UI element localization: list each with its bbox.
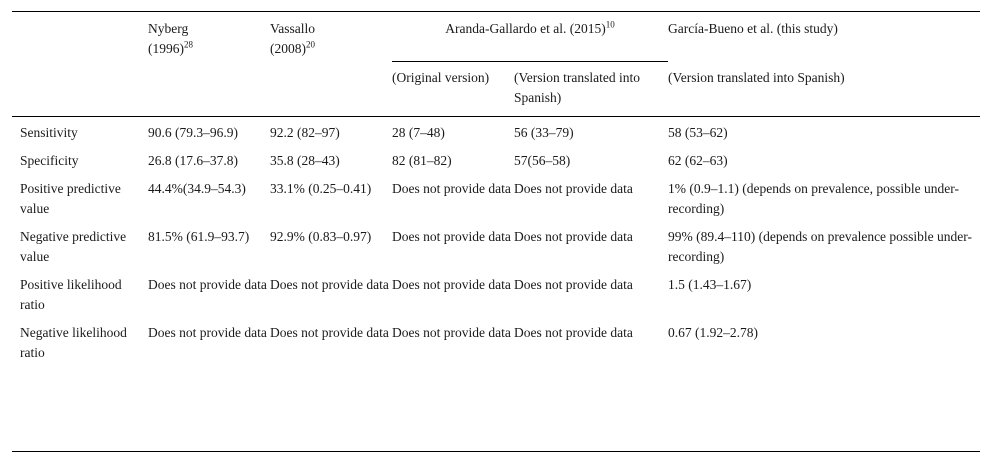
cell: 99% (89.4–110) (depends on prevalence possible under-recording) — [668, 229, 973, 264]
row-label: Positive predictive value — [20, 181, 121, 216]
header-nyberg-ref: 28 — [184, 39, 193, 50]
table-row — [12, 173, 980, 221]
cell: 57(56–58) — [514, 153, 571, 168]
cell: 58 (53–62) — [668, 125, 728, 140]
cell: 33.1% (0.25–0.41) — [270, 181, 372, 196]
cell: Does not provide data — [392, 277, 511, 292]
cell: 1% (0.9–1.1) (depends on prevalence, possible under-recording) — [668, 181, 960, 216]
cell: 92.2 (82–97) — [270, 125, 340, 140]
cell: Does not provide data — [270, 325, 389, 340]
cell: Does not provide data — [514, 181, 633, 196]
cell: Does not provide data — [392, 229, 511, 244]
header-row-2 — [12, 62, 980, 117]
cell: 35.8 (28–43) — [270, 153, 340, 168]
header-aranda-original: (Original version) — [392, 70, 490, 85]
header-vassallo-ref: 20 — [306, 39, 315, 50]
cell: Does not provide data — [392, 325, 511, 340]
header2-empty-1 — [148, 62, 270, 117]
cell: 1.5 (1.43–1.67) — [668, 277, 752, 292]
header-empty — [12, 12, 148, 62]
header2-empty-0 — [12, 62, 148, 117]
cell: Does not provide data — [514, 229, 633, 244]
cell: 90.6 (79.3–96.9) — [148, 125, 238, 140]
cell: 44.4%(34.9–54.3) — [148, 181, 246, 196]
row-label: Negative likelihood ratio — [20, 325, 127, 360]
header-row-1 — [12, 12, 980, 62]
cell: 82 (81–82) — [392, 153, 452, 168]
table-row — [12, 269, 980, 317]
cell: 28 (7–48) — [392, 125, 445, 140]
cell: 81.5% (61.9–93.7) — [148, 229, 250, 244]
header-nyberg — [148, 12, 270, 62]
row-label: Specificity — [20, 153, 79, 168]
header-garcia-translated: (Version translated into Spanish) — [668, 69, 845, 85]
header2-empty-2 — [270, 62, 392, 117]
table-bottom-rule — [12, 451, 980, 452]
header-aranda — [392, 12, 668, 62]
header-nyberg-year: (1996) — [148, 41, 184, 56]
header-aranda-name: Aranda-Gallardo et al. (2015) — [445, 21, 606, 36]
row-label: Positive likelihood ratio — [20, 277, 122, 312]
header-garcia — [668, 12, 980, 62]
header-vassallo — [270, 12, 392, 62]
table-row — [12, 117, 980, 146]
cell: 62 (62–63) — [668, 153, 728, 168]
header-vassallo-name: Vassallo — [270, 21, 315, 36]
cell: Does not provide data — [270, 277, 389, 292]
cell: 26.8 (17.6–37.8) — [148, 153, 238, 168]
comparison-table — [12, 11, 980, 365]
row-label: Negative predictive value — [20, 229, 127, 264]
header-aranda-translated: (Version translated into Spanish) — [514, 70, 640, 105]
header-nyberg-name: Nyberg — [148, 21, 189, 36]
header-vassallo-year: (2008) — [270, 41, 306, 56]
header-aranda-ref: 10 — [605, 19, 615, 30]
cell: 92.9% (0.83–0.97) — [270, 229, 372, 244]
cell: 56 (33–79) — [514, 125, 574, 140]
table-row — [12, 145, 980, 173]
header-garcia-name: García-Bueno et al. (this study) — [668, 21, 838, 36]
cell: Does not provide data — [514, 277, 633, 292]
cell: Does not provide data — [148, 277, 267, 292]
cell: Does not provide data — [392, 181, 511, 196]
table-row — [12, 317, 980, 365]
cell: Does not provide data — [514, 325, 633, 340]
cell: 0.67 (1.92–2.78) — [668, 325, 758, 340]
row-label: Sensitivity — [20, 125, 78, 140]
table-row — [12, 221, 980, 269]
cell: Does not provide data — [148, 325, 267, 340]
